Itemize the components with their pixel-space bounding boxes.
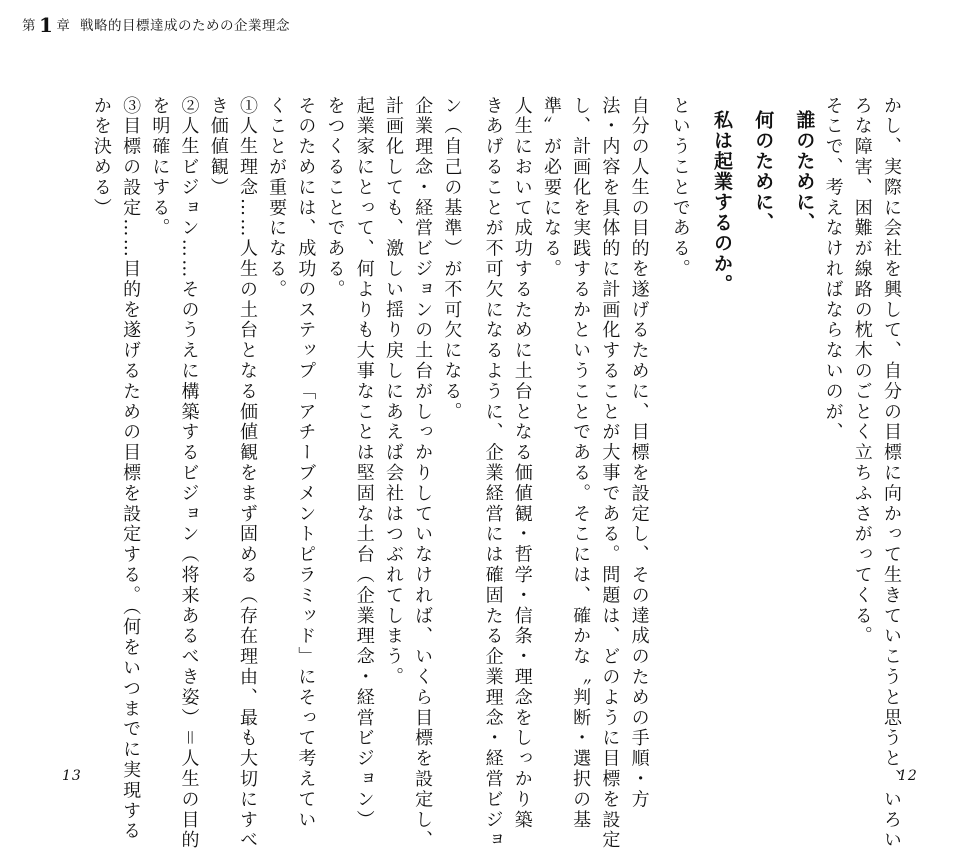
list-item: を明確にする。 [149, 96, 171, 239]
text-line: ということである。 [669, 96, 691, 280]
list-item: ②人生ビジョン……そのうえに構築するビジョン（将来あるべき姿）＝人生の目的 [178, 96, 200, 851]
chapter-title: 戦略的目標達成のための企業理念 [80, 18, 291, 34]
text-line: 企業理念・経営ビジョンの土台がしっかりしていなければ、いくら目標を設定し、 [412, 96, 434, 851]
text-line: 法・内容を具体的に計画化することが大事である。問題は、どのように目標を設定 [599, 96, 621, 851]
text-line: 準〟が必要になる。 [540, 96, 562, 280]
section-heading: 何のために、 [752, 110, 775, 233]
text-line: きあげることが不可欠になるように、企業経営には確固たる企業理念・経営ビジョ [482, 96, 504, 851]
text-line: ろな障害、困難が線路の枕木のごとく立ちふさがってくる。 [851, 96, 873, 647]
body-text [87, 96, 906, 851]
chapter-suffix: 章 [56, 18, 71, 34]
list-item: き価値観） [207, 96, 229, 198]
text-line: 人生において成功するために土台となる価値観・哲学・信条・理念をしっかり築 [511, 96, 533, 831]
page-number-right: 12 [898, 768, 918, 784]
text-line: かし、実際に会社を興して、自分の目標に向かって生きていこうと思うと、いろい [881, 96, 902, 851]
page-number-left: 13 [62, 768, 82, 784]
text-line: ン（自己の基準）が不可欠になる。 [441, 96, 463, 423]
list-item: かを決める） [90, 96, 112, 219]
text-line: そこで、考えなければならないのが、 [822, 96, 844, 443]
section-heading: 誰のために、 [793, 110, 816, 233]
chapter-header [22, 13, 290, 37]
list-item: ①人生理念……人生の土台となる価値観をまず固める（存在理由、最も大切にすべ [236, 96, 258, 851]
text-line: 自分の人生の目的を遂げるために、目標を設定し、その達成のための手順・方 [628, 96, 650, 810]
text-line: 起業家にとって、何よりも大事なことは堅固な土台（企業理念・経営ビジョン） [353, 96, 375, 831]
text-line: をつくることである。 [324, 96, 346, 300]
chapter-prefix: 第 [22, 18, 36, 34]
section-heading: 私は起業するのか。 [710, 110, 733, 295]
list-item: ③目標の設定……目的を遂げるための目標を設定する。（何をいつまでに実現する [120, 96, 142, 842]
chapter-number: 1 [39, 13, 54, 37]
text-line: くことが重要になる。 [266, 96, 288, 300]
text-line: そのためには、成功のステップ「アチーブメントピラミッド」にそって考えてい [295, 96, 317, 831]
text-line: 計画化しても、激しい揺り戻しにあえば会社はつぶれてしまう。 [382, 96, 404, 688]
text-line: し、計画化を実践するかということである。そこには、確かな〝判断・選択の基 [570, 96, 592, 831]
